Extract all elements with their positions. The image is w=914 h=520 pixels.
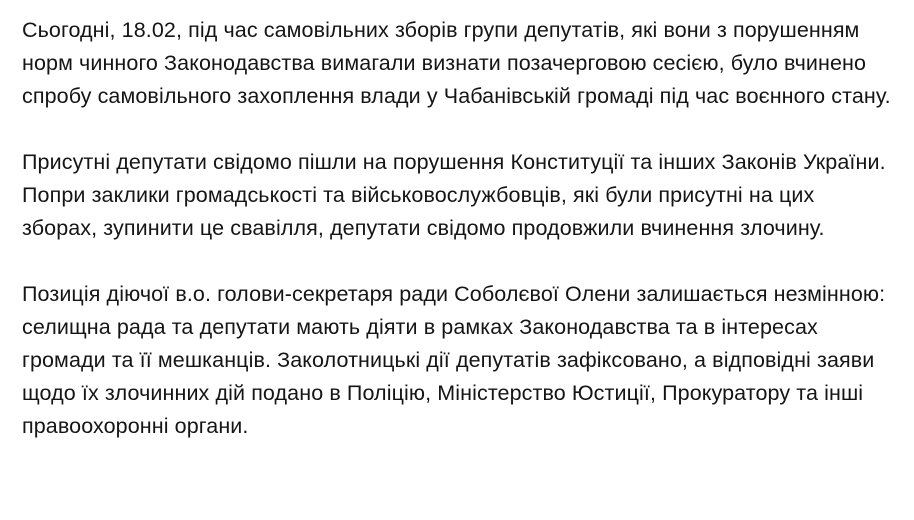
paragraph: Присутні депутати свідомо пішли на порушення Конституції та інших Законів України. Попри заклики громадськості та військовослужбовців, які були присутні на цих зборах, зупинити це свавілля, депутати свідомо продовжили вчинення злочину. (22, 150, 892, 240)
paragraph: Позиція діючої в.о. голови-секретаря ради Соболєвої Олени залишається незмінною: селищна рада та депутати мають діяти в рамках Законодавства та в інтересах громади та її мешканців. Заколотницькі дії депутатів зафіксовано, а відповідні заяви щодо їх злочинних дій подано в Поліцію, Міністерство Юстиції, Прокуратору та інші правоохоронні органи. (22, 282, 892, 438)
article-body (22, 14, 892, 443)
paragraph: Сьогодні, 18.02, під час самовільних зборів групи депутатів, які вони з порушенням норм чинного Законодавства вимагали визнати позачерговою сесією, було вчинено спробу самовільного захоплення влади у Чабанівській громаді під час воєнного стану. (22, 18, 891, 108)
